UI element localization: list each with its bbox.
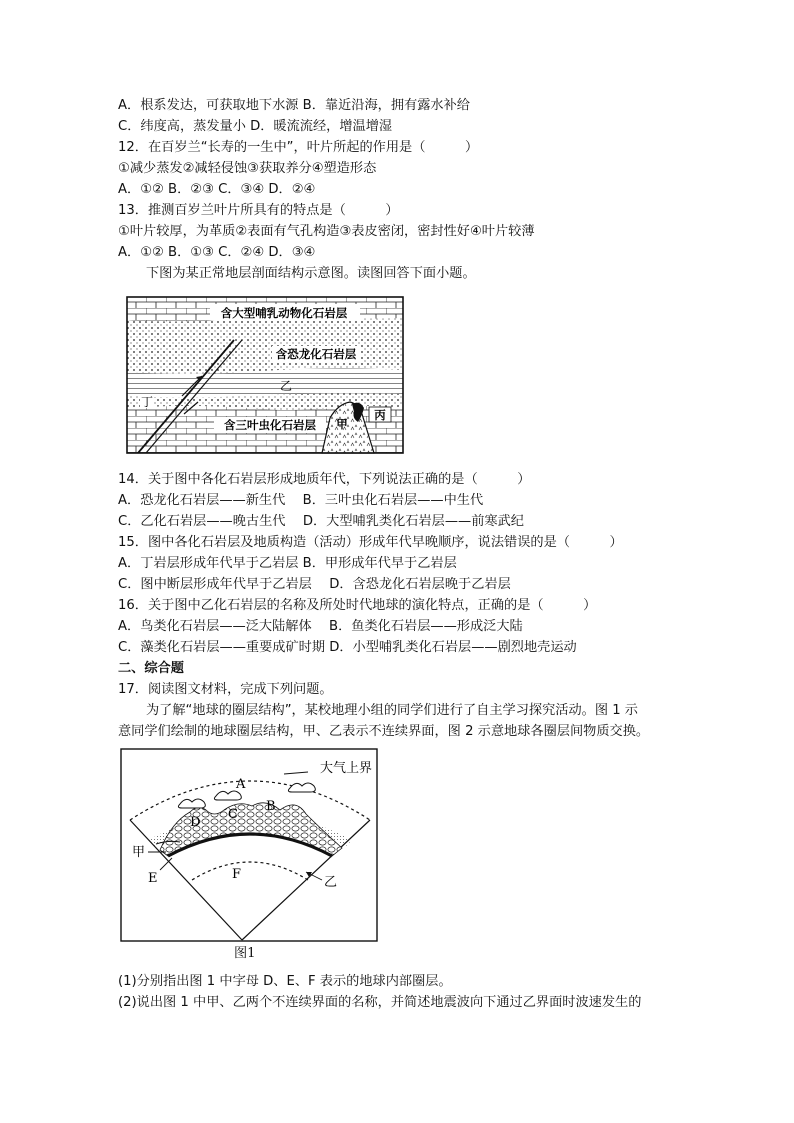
q13-options: A．①② B．①③ C．②④ D．③④ (118, 245, 316, 260)
q14-options-ab: A．恐龙化石岩层——新生代 B．三叶虫化石岩层——中生代 (118, 493, 484, 508)
label-jia: 甲 (132, 845, 146, 860)
q14-options-cd: C．乙化石岩层——晚古生代 D．大型哺乳类化石岩层——前寒武纪 (118, 514, 524, 529)
strata-label-trilobite: 含三叶虫化石岩层 (224, 418, 316, 432)
label-atmosphere-top: 大气上界 (320, 761, 373, 776)
q13-stem: 13．推测百岁兰叶片所具有的特点是（ ） (118, 203, 399, 218)
figure1-caption: 图1 (234, 946, 256, 961)
strata-label-bing: 丙 (374, 408, 386, 422)
q14-stem: 14．关于图中各化石岩层形成地质年代，下列说法正确的是（ ） (118, 472, 531, 487)
section-heading: 二、综合题 (118, 661, 184, 676)
q12-stem: 12．在百岁兰“长寿的一生中”，叶片所起的作用是（ ） (118, 140, 479, 155)
q16-options-ab: A．鸟类化石岩层——泛大陆解体 B．鱼类化石岩层——形成泛大陆 (118, 619, 523, 634)
strata-label-ding: 丁 (140, 395, 154, 409)
strata-label-jia: 甲 (336, 417, 348, 431)
q17-part2: (2)说出图 1 中甲、乙两个不连续界面的名称，并简述地震波向下通过乙界面时波速发生的 (118, 995, 642, 1010)
label-d: D (190, 815, 201, 830)
label-c: C (228, 807, 238, 822)
q16-stem: 16．关于图中乙化石岩层的名称及所处时代地球的演化特点，正确的是（ ） (118, 598, 597, 613)
label-f: F (232, 867, 242, 882)
label-a: A (236, 777, 246, 792)
q12-statements: ①减少蒸发②减轻侵蚀③获取养分④塑造形态 (118, 161, 377, 176)
q17-stem: 17．阅读图文材料，完成下列问题。 (118, 682, 333, 697)
strata-label-top: 含大型哺乳动物化石岩层 (220, 306, 348, 320)
strata-figure (126, 296, 404, 454)
q17-part1: (1)分别指出图 1 中字母 D、E、F 表示的地球内部圈层。 (118, 974, 452, 989)
q15-stem: 15．图中各化石岩层及地质构造（活动）形成年代早晚顺序，说法错误的是（ ） (118, 535, 623, 550)
earth-layers-figure (120, 748, 378, 946)
q12-options: A．①② B．②③ C．③④ D．②④ (118, 182, 316, 197)
q11-options-cd: C．纬度高，蒸发量小 D．暖流流经，增温增湿 (118, 119, 393, 134)
q11-options-ab: A．根系发达，可获取地下水源 B．靠近沿海，拥有露水补给 (118, 98, 470, 113)
q15-options-cd: C．图中断层形成年代早于乙岩层 D．含恐龙化石岩层晚于乙岩层 (118, 577, 511, 592)
q16-options-cd: C．藻类化石岩层——重要成矿时期 D．小型哺乳类化石岩层——剧烈地壳运动 (118, 640, 577, 655)
label-yi: 乙 (324, 875, 338, 890)
label-e: E (148, 871, 158, 886)
q17-material-1: 为了解“地球的圈层结构”，某校地理小组的同学们进行了自主学习探究活动。图 1 示 (146, 703, 638, 718)
q15-options-ab: A．丁岩层形成年代早于乙岩层 B．甲形成年代早于乙岩层 (118, 556, 457, 571)
q17-material-2: 意同学们绘制的地球圈层结构，甲、乙表示不连续界面，图 2 示意地球各圈层间物质交换。 (118, 724, 650, 739)
q13-statements: ①叶片较厚，为革质②表面有气孔构造③表皮密闭，密封性好④叶片较薄 (118, 224, 535, 239)
label-b: B (266, 799, 276, 814)
strata-label-yi: 乙 (279, 379, 293, 393)
strata-label-dino: 含恐龙化石岩层 (275, 347, 357, 361)
strata-intro: 下图为某正常地层剖面结构示意图。读图回答下面小题。 (146, 266, 476, 281)
